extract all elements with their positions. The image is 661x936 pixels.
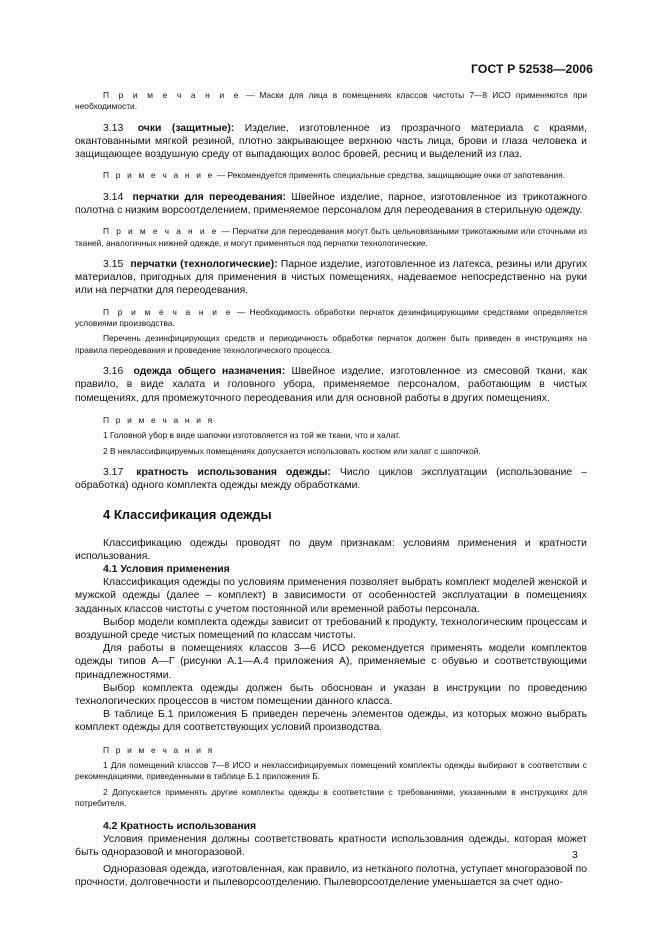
- clause-number: 3.15: [103, 259, 124, 271]
- note-3-13: [75, 170, 587, 181]
- clause-3-14: [75, 191, 587, 217]
- note-text: — Маски для лица в помещениях классов чистоты 7—8 ИСО применяются при необходимости.: [75, 90, 587, 112]
- paragraph: Классификация одежды по условиям применения позволяет выбрать комплект моделей женской и мужской одежды (далее – комплект) в зависимости от особенностей эксплуатации в помещениях заданных классов чистоты с учетом постоянной или временной работы персонала.: [75, 577, 587, 615]
- note-label: П р и м е ч а н и е: [103, 170, 215, 181]
- paragraph: В таблице Б.1 приложения Б приведен перечень элементов одежды, из которых можно выбрать комплект одежды для соответствующих условий производства.: [75, 709, 587, 734]
- clause-3-13: [75, 122, 587, 162]
- clause-number: 3.16: [103, 366, 124, 378]
- paragraph: Одноразовая одежда, изготовленная, как правило, из нетканого полотна, уступает многоразовой по прочности, долговечности и пылеворсоотделению. Пылеворсоотделение уменьшается за счет одно-: [75, 864, 587, 889]
- paragraph: Выбор модели комплекта одежды зависит от требований к продукту, технологическим процессам и воздушной среде чистых помещений по классам чистоты.: [75, 616, 587, 641]
- note-label: П р и м е ч а н и е: [103, 226, 219, 237]
- paragraph: Для работы в помещениях классов 3—6 ИСО рекомендуется применять модели комплектов одежды типов А—Г (рисунки А.1—А.4 приложения А), применяемые с обувью и соответствующими принадлежностями.: [75, 643, 587, 681]
- clause-term: очки (защитные):: [137, 122, 235, 134]
- clause-term: кратность использования одежды:: [136, 467, 331, 479]
- note-3-15: [75, 307, 587, 330]
- clause-term: одежда общего назначения:: [133, 366, 286, 378]
- paragraph: Условия применения должны соответствовать кратности использования одежды, которая может быть одноразовой и многоразовой.: [75, 833, 587, 858]
- clause-term: перчатки для переодевания:: [132, 191, 287, 203]
- note-3-14: [75, 226, 587, 249]
- note-label: П р и м е ч а н и е: [103, 90, 241, 100]
- standard-header: ГОСТ Р 52538—2006: [471, 62, 593, 76]
- note-text: — Необходимость обработки перчаток дезинфицирующими средствами определяется условиями производства.: [75, 306, 588, 329]
- page-number: 3: [572, 850, 578, 861]
- note-masks: [75, 90, 587, 113]
- paragraph: Выбор комплекта одежды должен быть обоснован и указан в инструкции по проведению технологических процессов в чистом помещении данного класса.: [75, 682, 587, 707]
- subsection-heading-4-1: 4.1 Условия применения: [103, 563, 230, 575]
- note-label: П р и м е ч а н и е: [103, 306, 233, 317]
- note-text: — Перчатки для переодевания могут быть цельновязаными трикотажными или сточными из тканей, аналогичных нижней одежде, и могут применяться под перчатки технологические.: [75, 226, 588, 248]
- section-heading-4: 4 Классификация одежды: [103, 506, 272, 522]
- note-3-16-item: 2 В неклассифицируемых помещениях допускается использовать костюм или халат с шапочкой.: [103, 445, 481, 456]
- subsection-heading-4-2: 4.2 Кратность использования: [103, 820, 257, 832]
- document-body: [75, 90, 587, 890]
- paragraph: Классификацию одежды проводят по двум признакам: условиям применения и кратности использования.: [75, 537, 587, 562]
- note-4-1-item: 1 Для помещений классов 7—8 ИСО и неклассифицируемых помещений комплекты одежды выбирают в соответствии с рекомендациями, приведенными в таблице Б.1 приложения Б.: [75, 759, 587, 782]
- notes-label: П р и м е ч а н и я: [103, 744, 215, 755]
- clause-3-17: [75, 466, 587, 492]
- clause-text: Изделие, изготовленное из прозрачного материала с краями, окантованными мягкой резиной, плотно закрывающее верхнюю часть лица, брови и глаза человека и защищающее воздушную среду от выпадающих волос бровей, ресниц и выделений из глаз.: [75, 122, 587, 161]
- clause-number: 3.14: [103, 191, 124, 203]
- clause-number: 3.13: [103, 122, 124, 134]
- note-3-16-item: 1 Головной убор в виде шапочки изготовляется из той же ткани, что и халат.: [103, 430, 401, 441]
- clause-text: Швейное изделие, парное, изготовленное из трикотажного полотна с низким ворсоотделением, применяемое персоналом для переодевания в стерильную одежду.: [75, 191, 588, 217]
- clause-3-15: [75, 258, 587, 298]
- clause-text: Число циклов эксплуатации (использование – обработка) одного комплекта одежды между обработками.: [75, 467, 588, 492]
- clause-text: Парное изделие, изготовленное из латекса, резины или других материалов, пригодных для применения в чистых помещениях, надеваемое непосредственно на руки или на перчатки для переодевания.: [75, 259, 588, 297]
- note-3-15-continuation: Перечень дезинфицирующих средств и периодичность обработки перчаток должен быть приведен в инструкциях на правила переодевания и проведение технологического процесса.: [75, 333, 587, 355]
- note-4-1-item: 2 Допускается применять другие комплекты одежды в соответствии с требованиями, указанными в инструкциях для потребителя.: [75, 786, 587, 809]
- clause-number: 3.17: [103, 467, 124, 479]
- clause-3-16: [75, 365, 587, 405]
- note-text: — Рекомендуется применять специальные средства, защищающие очки от запотевания.: [216, 170, 565, 181]
- clause-term: перчатки (технологические):: [130, 259, 278, 271]
- notes-label: П р и м е ч а н и я: [103, 414, 215, 425]
- clause-text: Швейное изделие, изготовленное из смесовой ткани, как правило, в виде халата и головного убора, применяемое персоналом, работающим в чистых помещениях, для промежуточного переодевания или для основной работы в других помещениях.: [75, 366, 588, 404]
